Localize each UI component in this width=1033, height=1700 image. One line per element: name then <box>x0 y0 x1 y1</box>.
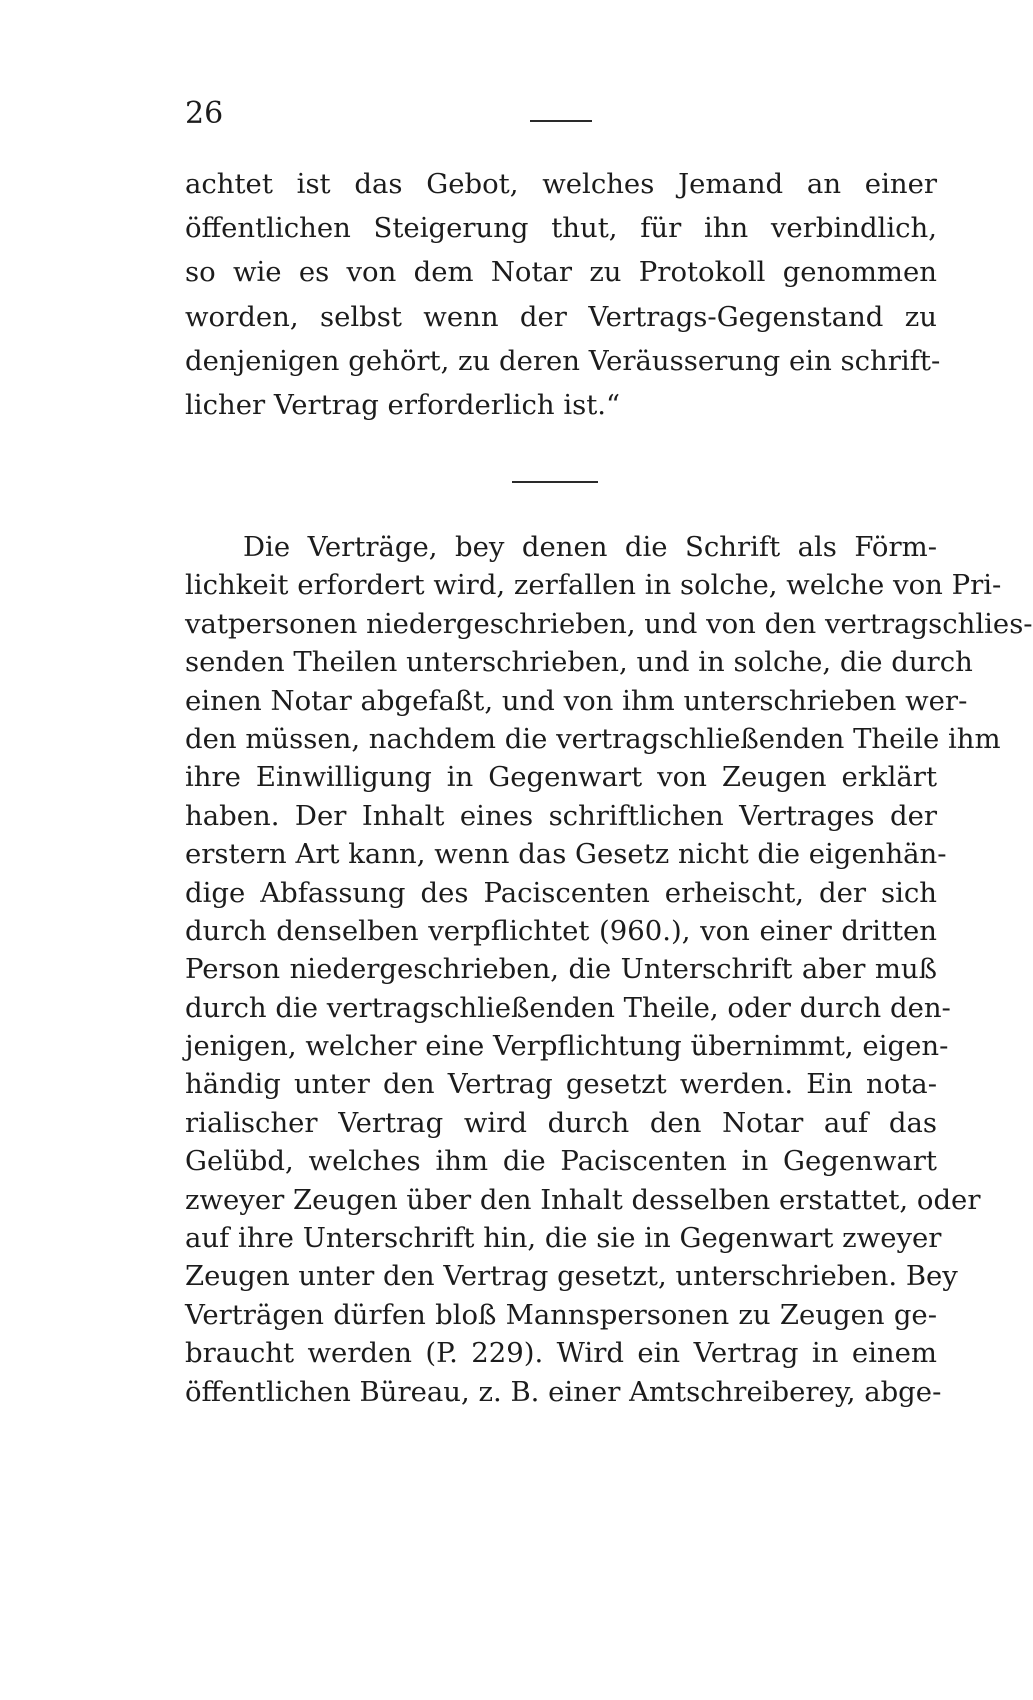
text-line: dige Abfassung des Paciscenten erheischt, der sich <box>185 876 937 909</box>
text-line: rialischer Vertrag wird durch den Notar auf das <box>185 1106 937 1139</box>
text-line: licher Vertrag erforderlich ist.“ <box>185 388 621 421</box>
text-line: jenigen, welcher eine Verpflichtung übernimmt, eigen- <box>185 1030 949 1063</box>
text-line: Zeugen unter den Vertrag gesetzt, unterschrieben. Bey <box>185 1260 958 1293</box>
text-line: durch denselben verpflichtet (960.), von einer dritten <box>185 914 937 947</box>
page-number: 26 <box>185 96 224 131</box>
quote-paragraph <box>185 162 941 427</box>
text-line: Person niedergeschrieben, die Unterschrift aber muß <box>185 953 937 986</box>
text-line: senden Theilen unterschrieben, und in solche, die durch <box>185 646 973 679</box>
text-line: öffentlichen Büreau, z. B. einer Amtschreiberey, abge- <box>185 1375 942 1408</box>
text-line: lichkeit erfordert wird, zerfallen in solche, welche von Pri- <box>185 569 1002 602</box>
text-line: Gelübd, welches ihm die Paciscenten in Gegenwart <box>185 1145 937 1178</box>
text-line: so wie es von dem Notar zu Protokoll genommen <box>185 256 937 289</box>
text-line: denjenigen gehört, zu deren Veräusserung ein schrift- <box>185 344 941 377</box>
text-line: erstern Art kann, wenn das Gesetz nicht die eigenhän- <box>185 838 947 871</box>
page-header <box>185 96 945 136</box>
text-line: worden, selbst wenn der Vertrags-Gegenstand zu <box>185 300 937 333</box>
text-line: zweyer Zeugen über den Inhalt desselben erstattet, oder <box>185 1183 981 1216</box>
text-line: vatpersonen niedergeschrieben, und von den vertragschlies- <box>185 607 1033 640</box>
text-line: händig unter den Vertrag gesetzt werden. Ein nota- <box>185 1068 937 1101</box>
text-line: Verträgen dürfen bloß Mannspersonen zu Zeugen ge- <box>185 1298 937 1331</box>
section-divider <box>512 481 598 483</box>
text-line: durch die vertragschließenden Theile, oder durch den- <box>185 991 951 1024</box>
text-line: ihre Einwilligung in Gegenwart von Zeugen erklärt <box>185 761 937 794</box>
header-rule <box>530 120 592 122</box>
text-line: Die Verträge, bey denen die Schrift als Förm- <box>243 531 937 563</box>
text-line: den müssen, nachdem die vertragschließenden Theile ihm <box>185 722 1001 755</box>
text-line: auf ihre Unterschrift hin, die sie in Gegenwart zweyer <box>185 1222 942 1255</box>
text-line: haben. Der Inhalt eines schriftlichen Vertrages der <box>185 799 937 832</box>
text-line: achtet ist das Gebot, welches Jemand an einer <box>185 168 937 200</box>
body-paragraph <box>185 528 1033 1411</box>
text-line: braucht werden (P. 229). Wird ein Vertrag in einem <box>185 1337 937 1370</box>
text-line: öffentlichen Steigerung thut, für ihn verbindlich, <box>185 212 937 245</box>
text-line: einen Notar abgefaßt, und von ihm unterschrieben wer- <box>185 684 968 717</box>
